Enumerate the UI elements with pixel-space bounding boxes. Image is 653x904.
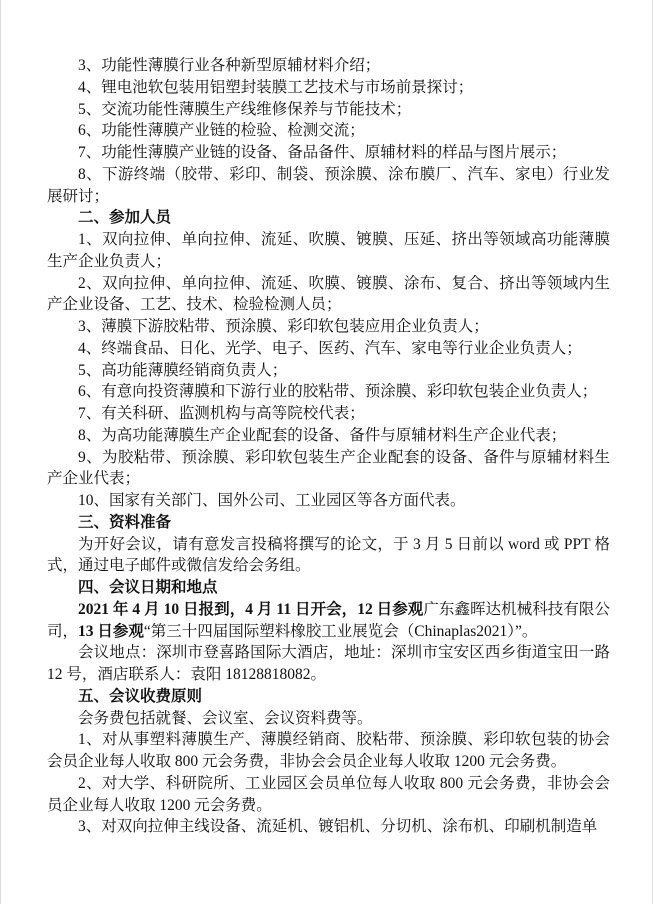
text-run: 4、终端食品、日化、光学、电子、医药、汽车、家电等行业企业负责人； bbox=[78, 339, 582, 357]
text-run: 1、对从事塑料薄膜生产、薄膜经销商、胶粘带、预涂膜、彩印软包装的协会会员企业每人收取 800 元会务费，非协会会员企业每人收取 1200 元会务费。 bbox=[47, 731, 610, 770]
list-item-attendee-8 bbox=[47, 425, 610, 447]
text-run: 2、双向拉伸、单向拉伸、流延、吹膜、镀膜、涂布、复合、挤出等领域内生产企业设备、工艺、技术、检验检测人员； bbox=[47, 274, 610, 314]
section-heading-4 bbox=[47, 577, 610, 599]
list-item-attendee-6 bbox=[47, 381, 610, 403]
text-run: “第三十四届国际塑料橡胶工业展览会（Chinaplas2021）”。 bbox=[143, 622, 538, 640]
list-item-agenda-5 bbox=[47, 99, 610, 121]
text-run: 3、薄膜下游胶粘带、预涂膜、彩印软包装应用企业负责人； bbox=[78, 318, 489, 335]
text-run: 5、高功能薄膜经销商负责人； bbox=[78, 361, 288, 379]
text-run: 10、国家有关部门、国外公司、工业园区等各方面代表。 bbox=[78, 492, 466, 509]
list-item-attendee-4 bbox=[47, 338, 610, 360]
list-item-attendee-10 bbox=[47, 490, 610, 512]
text-run: 广东鑫晖达机械科技有限公司， bbox=[47, 600, 610, 640]
text-run: 7、有关科研、监测机构与高等院校代表； bbox=[78, 405, 365, 422]
section-heading-2 bbox=[47, 207, 610, 229]
paragraph-venue bbox=[47, 642, 610, 686]
list-item-attendee-3 bbox=[47, 316, 610, 338]
list-item-attendee-1 bbox=[47, 229, 610, 273]
paragraph-fee-intro bbox=[47, 708, 610, 730]
text-run: 7、功能性薄膜产业链的设备、备品备件、原辅材料的样品与图片展示； bbox=[78, 144, 567, 161]
text-run: 会议地点：深圳市登喜路国际大酒店，地址：深圳市宝安区西乡街道宝田一路 12 号，酒店联系人：袁阳 18128818082。 bbox=[47, 644, 610, 683]
list-item-agenda-8 bbox=[47, 164, 610, 208]
list-item-attendee-7 bbox=[47, 403, 610, 425]
text-run: 二、参加人员 bbox=[78, 209, 172, 227]
text-run: 1、双向拉伸、单向拉伸、流延、吹膜、镀膜、压延、挤出等领域高功能薄膜生产企业负责人； bbox=[47, 231, 610, 270]
list-item-agenda-3 bbox=[47, 55, 610, 77]
text-run: 三、资料准备 bbox=[78, 513, 172, 531]
text-run: 6、功能性薄膜产业链的检验、检测交流； bbox=[78, 122, 365, 140]
text-run: 3、对双向拉伸主线设备、流延机、镀铝机、分切机、涂布机、印刷机制造单 bbox=[78, 818, 598, 836]
text-run: 3、功能性薄膜行业各种新型原辅材料介绍； bbox=[78, 57, 381, 74]
section-heading-3 bbox=[47, 512, 610, 534]
text-run: 为开好会议，请有意发言投稿将撰写的论文，于 3 月 5 日前以 word 或 PPT 格式，通过电子邮件或微信发给会务组。 bbox=[47, 535, 610, 575]
text-run: 四、会议日期和地点 bbox=[78, 579, 218, 596]
list-item-attendee-5 bbox=[47, 360, 610, 382]
list-item-agenda-4 bbox=[47, 77, 610, 99]
text-run: 13 日参观 bbox=[78, 622, 144, 640]
paragraph-materials bbox=[47, 534, 610, 578]
list-item-agenda-6 bbox=[47, 120, 610, 142]
list-item-fee-2 bbox=[47, 773, 610, 817]
text-run: 5、交流功能性薄膜生产线维修保养与节能技术； bbox=[78, 100, 412, 118]
text-run: 8、为高功能薄膜生产企业配套的设备、备件与原辅材料生产企业代表； bbox=[78, 426, 567, 444]
document-content bbox=[47, 55, 610, 838]
section-heading-5 bbox=[47, 686, 610, 708]
paragraph-schedule bbox=[47, 599, 610, 643]
text-run: 2021 年 4 月 10 日报到，4 月 11 日开会，12 日参观 bbox=[78, 600, 424, 618]
text-run: 4、锂电池软包装用铝塑封装膜工艺技术与市场前景探讨； bbox=[78, 78, 474, 96]
list-item-fee-1 bbox=[47, 729, 610, 773]
list-item-attendee-9 bbox=[47, 447, 610, 491]
list-item-attendee-2 bbox=[47, 273, 610, 317]
list-item-agenda-7 bbox=[47, 142, 610, 164]
text-run: 9、为胶粘带、预涂膜、彩印软包装生产企业配套的设备、备件与原辅材料生产企业代表； bbox=[47, 448, 610, 488]
text-run: 2、对大学、科研院所、工业园区会员单位每人收取 800 元会务费，非协会会员企业每人收取 1200 元会务费。 bbox=[47, 774, 610, 814]
text-run: 8、下游终端（胶带、彩印、制袋、预涂膜、涂布膜厂、汽车、家电）行业发展研讨； bbox=[47, 165, 610, 205]
text-run: 五、会议收费原则 bbox=[78, 687, 203, 705]
list-item-fee-3 bbox=[47, 816, 610, 838]
text-run: 6、有意向投资薄膜和下游行业的胶粘带、预涂膜、彩印软包装企业负责人； bbox=[78, 383, 598, 401]
text-run: 会务费包括就餐、会议室、会议资料费等。 bbox=[78, 709, 373, 727]
